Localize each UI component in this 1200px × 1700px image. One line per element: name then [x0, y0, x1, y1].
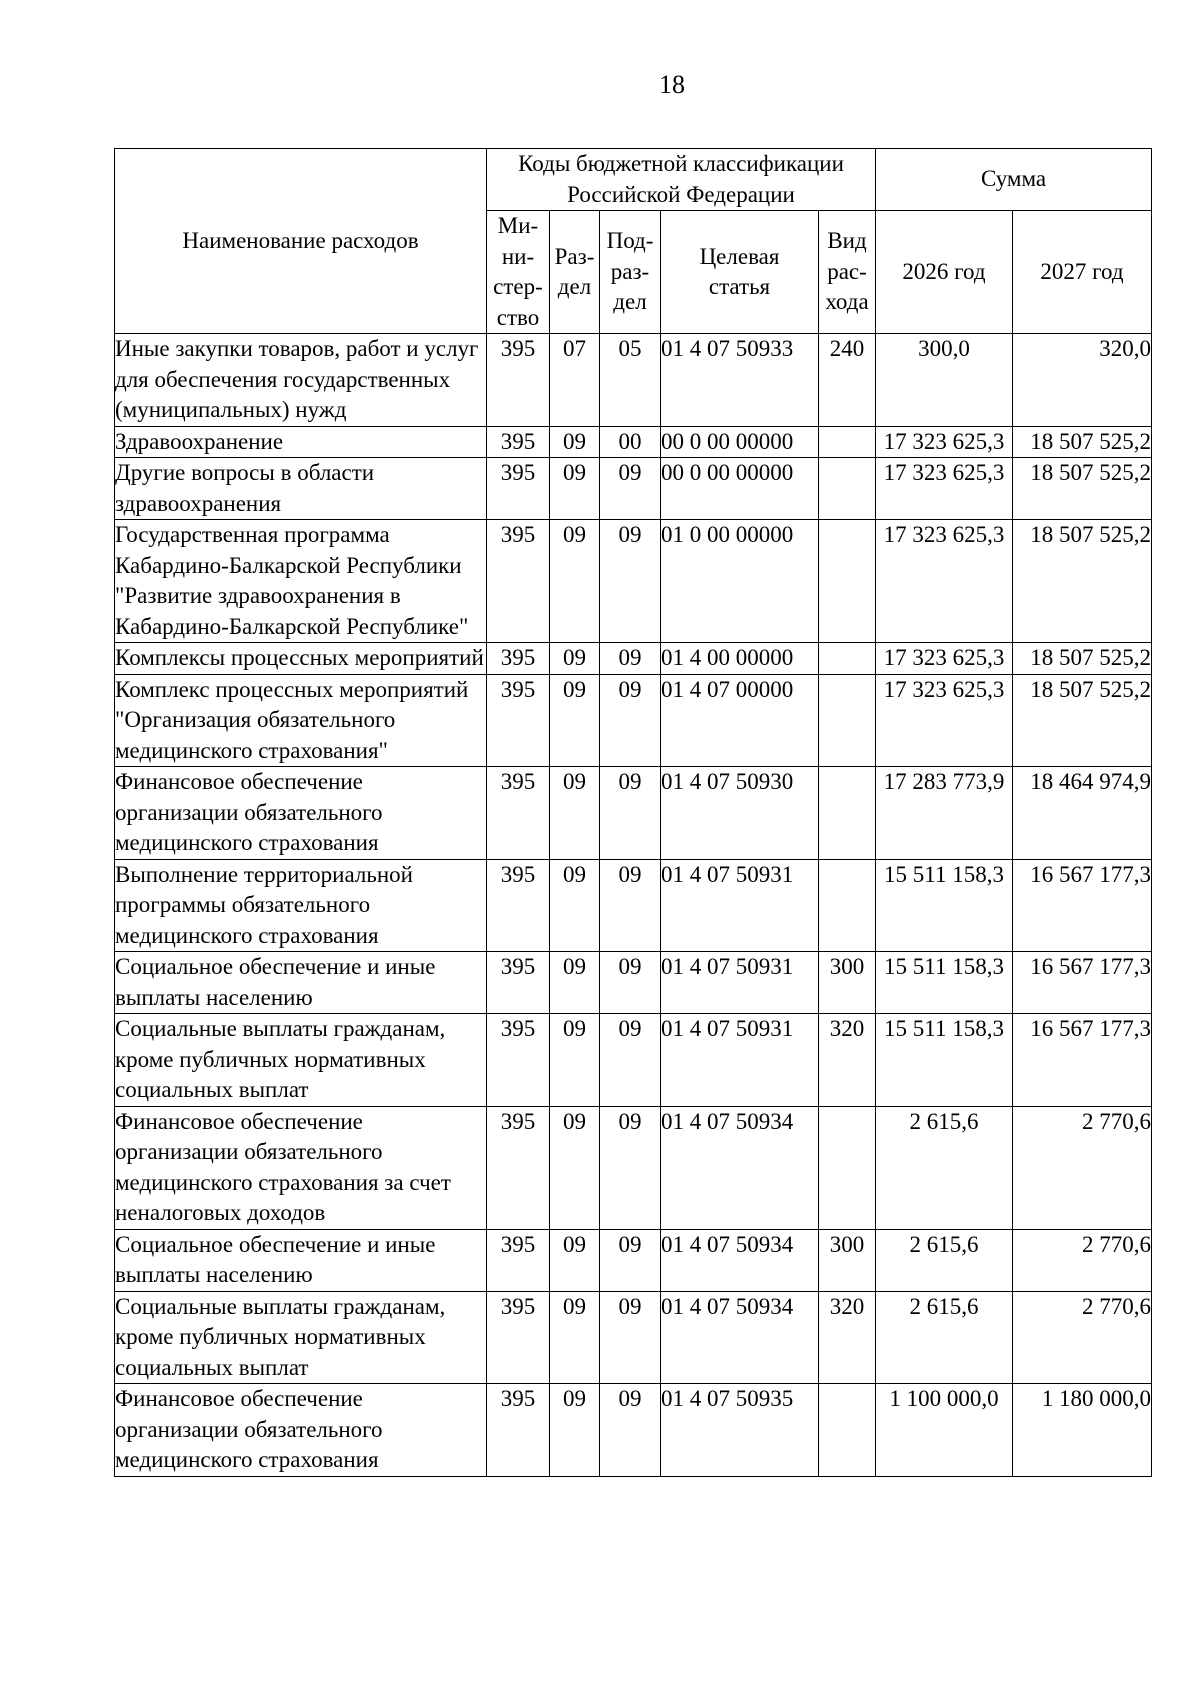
header-subsection-line: Под- раз- дел [606, 228, 654, 315]
table-row [115, 1106, 1152, 1229]
row-name: Финансовое обеспечение организации обязательного медицинского страхования [115, 767, 487, 860]
row-subsection: 09 [600, 1229, 661, 1291]
row-sum-2027: 18 464 974,9 [1013, 767, 1152, 860]
row-target: 01 4 07 50934 [661, 1291, 819, 1384]
row-sum-2026: 300,0 [876, 334, 1013, 427]
row-sum-2027: 16 567 177,3 [1013, 952, 1152, 1014]
row-name: Комплекс процессных мероприятий "Организация обязательного медицинского страхования" [115, 674, 487, 767]
row-ministry: 395 [487, 1384, 550, 1477]
row-subsection: 09 [600, 643, 661, 675]
page-number: 18 [659, 70, 685, 99]
row-target: 01 4 07 50934 [661, 1229, 819, 1291]
table-row [115, 1014, 1152, 1107]
row-expense-type [819, 1106, 876, 1229]
row-name: Социальное обеспечение и иные выплаты населению [115, 1229, 487, 1291]
row-subsection: 09 [600, 952, 661, 1014]
header-codes-group: Коды бюджетной классификации Российской Федерации [487, 149, 876, 211]
row-section: 09 [550, 952, 600, 1014]
row-section: 09 [550, 1384, 600, 1477]
header-year-2026: 2026 год [876, 211, 1013, 334]
row-sum-2026: 2 615,6 [876, 1106, 1013, 1229]
row-name: Здравоохранение [115, 426, 487, 458]
row-sum-2027: 18 507 525,2 [1013, 426, 1152, 458]
row-ministry: 395 [487, 674, 550, 767]
row-section: 09 [550, 520, 600, 643]
row-ministry: 395 [487, 643, 550, 675]
header-target [661, 211, 819, 334]
row-ministry: 395 [487, 1291, 550, 1384]
row-ministry: 395 [487, 520, 550, 643]
row-target: 01 4 00 00000 [661, 643, 819, 675]
header-expense-type [819, 211, 876, 334]
row-subsection: 09 [600, 1384, 661, 1477]
row-ministry: 395 [487, 458, 550, 520]
row-target: 01 4 07 50931 [661, 952, 819, 1014]
row-section: 09 [550, 643, 600, 675]
row-section: 09 [550, 458, 600, 520]
table-row [115, 952, 1152, 1014]
row-section: 09 [550, 426, 600, 458]
header-section-line: Раз- дел [554, 243, 595, 299]
header-subsection [600, 211, 661, 334]
row-target: 01 4 07 50930 [661, 767, 819, 860]
table-row [115, 643, 1152, 675]
row-subsection: 09 [600, 674, 661, 767]
row-sum-2027: 2 770,6 [1013, 1291, 1152, 1384]
row-sum-2027: 16 567 177,3 [1013, 859, 1152, 952]
row-sum-2027: 320,0 [1013, 334, 1152, 427]
header-section [550, 211, 600, 334]
header-name: Наименование расходов [115, 149, 487, 334]
table-row [115, 520, 1152, 643]
row-ministry: 395 [487, 1014, 550, 1107]
row-section: 09 [550, 1291, 600, 1384]
row-sum-2026: 1 100 000,0 [876, 1384, 1013, 1477]
row-ministry: 395 [487, 859, 550, 952]
row-target: 01 4 07 50931 [661, 859, 819, 952]
table-row [115, 767, 1152, 860]
row-ministry: 395 [487, 1106, 550, 1229]
row-sum-2026: 17 323 625,3 [876, 674, 1013, 767]
row-expense-type: 320 [819, 1291, 876, 1384]
table-row [115, 458, 1152, 520]
row-sum-2027: 18 507 525,2 [1013, 458, 1152, 520]
row-sum-2026: 15 511 158,3 [876, 859, 1013, 952]
header-ministry-line: Ми- ни- стер- ство [493, 213, 543, 330]
table-row [115, 426, 1152, 458]
budget-table [114, 148, 1152, 1477]
row-subsection: 00 [600, 426, 661, 458]
row-expense-type [819, 426, 876, 458]
table-row [115, 1229, 1152, 1291]
row-target: 01 4 07 50933 [661, 334, 819, 427]
row-ministry: 395 [487, 334, 550, 427]
row-sum-2027: 2 770,6 [1013, 1106, 1152, 1229]
row-sum-2027: 18 507 525,2 [1013, 520, 1152, 643]
row-section: 07 [550, 334, 600, 427]
row-subsection: 09 [600, 859, 661, 952]
row-sum-2026: 15 511 158,3 [876, 952, 1013, 1014]
row-target: 00 0 00 00000 [661, 458, 819, 520]
table-row [115, 859, 1152, 952]
row-ministry: 395 [487, 1229, 550, 1291]
table-row [115, 1384, 1152, 1477]
row-sum-2027: 2 770,6 [1013, 1229, 1152, 1291]
row-expense-type: 300 [819, 1229, 876, 1291]
row-expense-type [819, 458, 876, 520]
row-target: 01 4 07 50934 [661, 1106, 819, 1229]
row-subsection: 09 [600, 520, 661, 643]
row-expense-type: 300 [819, 952, 876, 1014]
row-ministry: 395 [487, 426, 550, 458]
row-sum-2026: 2 615,6 [876, 1291, 1013, 1384]
row-expense-type: 240 [819, 334, 876, 427]
row-name: Финансовое обеспечение организации обязательного медицинского страхования [115, 1384, 487, 1477]
row-name: Социальные выплаты гражданам, кроме публичных нормативных социальных выплат [115, 1291, 487, 1384]
header-sum-group: Сумма [876, 149, 1152, 211]
row-subsection: 09 [600, 1106, 661, 1229]
table-row [115, 334, 1152, 427]
row-sum-2026: 2 615,6 [876, 1229, 1013, 1291]
row-sum-2026: 17 323 625,3 [876, 643, 1013, 675]
row-sum-2026: 17 323 625,3 [876, 426, 1013, 458]
row-subsection: 09 [600, 1014, 661, 1107]
row-sum-2027: 16 567 177,3 [1013, 1014, 1152, 1107]
row-target: 01 4 07 00000 [661, 674, 819, 767]
row-section: 09 [550, 859, 600, 952]
table-row [115, 674, 1152, 767]
row-section: 09 [550, 1229, 600, 1291]
row-expense-type [819, 1384, 876, 1477]
row-sum-2027: 18 507 525,2 [1013, 643, 1152, 675]
row-sum-2027: 1 180 000,0 [1013, 1384, 1152, 1477]
row-expense-type [819, 643, 876, 675]
row-section: 09 [550, 674, 600, 767]
row-sum-2026: 15 511 158,3 [876, 1014, 1013, 1107]
header-expense-type-line: Вид рас- хода [825, 228, 869, 315]
row-sum-2026: 17 283 773,9 [876, 767, 1013, 860]
row-subsection: 09 [600, 1291, 661, 1384]
row-name: Другие вопросы в области здравоохранения [115, 458, 487, 520]
row-name: Финансовое обеспечение организации обязательного медицинского страхования за счет неналоговых доходов [115, 1106, 487, 1229]
row-section: 09 [550, 1106, 600, 1229]
row-target: 01 4 07 50935 [661, 1384, 819, 1477]
row-section: 09 [550, 1014, 600, 1107]
row-name: Выполнение территориальной программы обязательного медицинского страхования [115, 859, 487, 952]
row-target: 01 0 00 00000 [661, 520, 819, 643]
row-name: Комплексы процессных мероприятий [115, 643, 487, 675]
row-expense-type [819, 520, 876, 643]
row-expense-type [819, 859, 876, 952]
row-name: Иные закупки товаров, работ и услуг для обеспечения государственных (муниципальных) нужд [115, 334, 487, 427]
row-expense-type [819, 767, 876, 860]
row-subsection: 09 [600, 458, 661, 520]
row-expense-type: 320 [819, 1014, 876, 1107]
row-sum-2027: 18 507 525,2 [1013, 674, 1152, 767]
row-name: Социальные выплаты гражданам, кроме публичных нормативных социальных выплат [115, 1014, 487, 1107]
header-year-2027: 2027 год [1013, 211, 1152, 334]
header-target-line: Целевая статья [699, 243, 780, 299]
row-target: 01 4 07 50931 [661, 1014, 819, 1107]
row-section: 09 [550, 767, 600, 860]
row-name: Государственная программа Кабардино-Балкарской Республики "Развитие здравоохранения в Кабардино-Балкарской Республике" [115, 520, 487, 643]
row-expense-type [819, 674, 876, 767]
row-sum-2026: 17 323 625,3 [876, 520, 1013, 643]
row-ministry: 395 [487, 767, 550, 860]
row-subsection: 05 [600, 334, 661, 427]
row-ministry: 395 [487, 952, 550, 1014]
row-target: 00 0 00 00000 [661, 426, 819, 458]
row-sum-2026: 17 323 625,3 [876, 458, 1013, 520]
header-ministry [487, 211, 550, 334]
table-row [115, 1291, 1152, 1384]
row-name: Социальное обеспечение и иные выплаты населению [115, 952, 487, 1014]
row-subsection: 09 [600, 767, 661, 860]
